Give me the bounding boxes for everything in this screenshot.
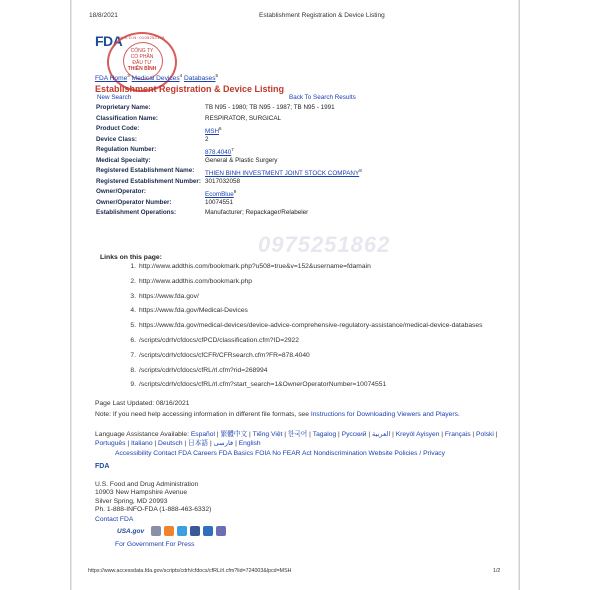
page-last-updated: Page Last Updated: 08/16/2021 [95, 400, 190, 407]
ref-number: 8 [359, 168, 362, 174]
list-number: 4. [130, 307, 136, 315]
page-title: Establishment Registration & Device Listing [95, 84, 285, 94]
record-row [96, 188, 396, 199]
address-line: 10903 New Hampshire Avenue [95, 489, 188, 497]
record-label: Proprietary Name: [96, 104, 151, 111]
footer-link-website-policies[interactable]: Website Policies [368, 450, 418, 457]
language-link[interactable]: Polski [476, 431, 494, 438]
list-item [124, 352, 504, 360]
record-row [96, 157, 396, 168]
company-seal-stamp [107, 32, 177, 92]
footer-link-careers[interactable]: Careers [193, 450, 217, 457]
record-label: Owner/Operator: [96, 188, 147, 196]
print-title: Establishment Registration & Device Listing [259, 12, 385, 19]
language-link[interactable]: العربية [371, 431, 391, 438]
record-label: Device Class: [96, 135, 137, 143]
record-label: Classification Name: [96, 114, 158, 122]
record-value: 3017032058 [205, 177, 241, 185]
owner-operator-link[interactable]: EcomBlue [205, 191, 234, 199]
back-to-search-results-link[interactable]: Back To Search Results [289, 94, 356, 101]
record-value: RESPIRATOR, SURGICAL [205, 114, 282, 122]
record-value: 2 [205, 135, 209, 143]
record-label: Owner/Operator Number: [96, 198, 172, 206]
language-link[interactable]: Tiếng Việt [252, 431, 283, 438]
ref-number: 9 [233, 189, 237, 195]
seal-ring-text: M.S.D.N: 0105252178 [119, 35, 165, 40]
paper-edge-right [519, 0, 520, 590]
fda-footer-logo[interactable]: FDA [95, 463, 110, 470]
social-icons-bar [117, 525, 226, 537]
device-record-table [96, 104, 396, 220]
flickr-icon[interactable] [216, 526, 226, 536]
print-page-number: 1/2 [493, 568, 501, 574]
language-link[interactable]: English [238, 440, 261, 447]
fda-logo[interactable]: FDA [95, 33, 123, 49]
ref-number: 3 [127, 73, 130, 78]
address-line: U.S. Food and Drug Administration [95, 481, 199, 488]
fda-address [95, 481, 211, 514]
links-list [124, 263, 504, 396]
record-value: 10074551 [205, 198, 234, 206]
language-link[interactable]: Kreyòl Ayisyen [395, 431, 440, 438]
record-row [96, 115, 396, 126]
language-link[interactable]: 繁體中文 [220, 431, 248, 438]
record-row [96, 146, 396, 157]
link-url[interactable]: https://www.fda.gov/ [139, 292, 199, 300]
list-item [124, 381, 504, 389]
language-assistance: Language Assistance Available: Español | 繁體中文 | Tiếng Việt | 한국어 | Tagalog | Русский | العربية | Kreyòl Ayisyen | Français | Polski | Português | Italiano | Deutsch | 日本語 | فارسی | English [95, 431, 498, 447]
ref-number: 4 [179, 73, 183, 78]
list-item [124, 293, 504, 301]
link-url[interactable]: /scripts/cdrh/cfdocs/cfCFR/CFRsearch.cfm?FR=878.4040 [139, 351, 310, 359]
language-link[interactable]: Русский [341, 431, 367, 438]
record-row [96, 199, 396, 210]
record-value: General & Plastic Surgery [205, 156, 278, 164]
record-label: Medical Specialty: [96, 156, 151, 164]
link-url[interactable]: /scripts/cdrh/cfdocs/cfPCD/classification.cfm?ID=2922 [139, 336, 300, 344]
record-label: Establishment Operations: [96, 209, 177, 217]
list-item [124, 367, 504, 375]
list-number: 9. [130, 381, 136, 389]
footer-link-contact-fda[interactable]: Contact FDA [153, 450, 192, 457]
print-footer-url: https://www.accessdata.fda.gov/scripts/cdrh/cfdocs/cfRL/rl.cfm?lid=724003&lpcd=MSH [88, 568, 292, 574]
address-line: Silver Spring, MD 20993 [95, 497, 168, 505]
language-label: Language Assistance Available: [95, 431, 189, 438]
print-date: 18/8/2021 [89, 12, 118, 19]
language-link[interactable]: Tagalog [312, 431, 337, 438]
footer-link-foia[interactable]: FOIA [255, 450, 271, 457]
ref-number: 6 [219, 126, 222, 131]
footer-link-fda-basics[interactable]: FDA Basics [218, 450, 254, 457]
language-link[interactable]: فارسی [213, 440, 234, 447]
record-label: Regulation Number: [96, 146, 157, 154]
breadcrumb-medical-devices[interactable]: Medical Devices [131, 75, 180, 83]
ref-number: 5 [215, 73, 219, 78]
footer-link-privacy[interactable]: Privacy [423, 450, 445, 457]
language-link[interactable]: Deutsch [158, 440, 183, 447]
language-link[interactable]: 한국어 [287, 431, 308, 438]
list-number: 6. [130, 336, 136, 344]
seal-line: CÔNG TY [130, 48, 154, 54]
link-url[interactable]: http://www.addthis.com/bookmark.php?u508=true&v=152&username=fdamain [139, 263, 371, 270]
breadcrumb-fda-home[interactable]: FDA Home [95, 75, 128, 83]
list-number: 3. [130, 292, 136, 300]
note-text: Note: If you need help accessing information in different file formats, see [95, 411, 311, 418]
twitter-icon[interactable] [177, 526, 187, 536]
language-link[interactable]: Português [95, 440, 126, 447]
ref-number: 7 [231, 147, 234, 153]
seal-center-text [109, 48, 175, 72]
youtube-icon[interactable] [203, 526, 213, 536]
footer-link-nondiscrimination[interactable]: Nondiscrimination [313, 450, 367, 457]
list-number: 8. [130, 366, 136, 374]
paper-edge-left [70, 0, 71, 590]
link-url[interactable]: https://www.fda.gov/medical-devices/device-advice-comprehensive-regulatory-assistance/medical-device-databases [139, 322, 483, 330]
seal-line: THIÊN BÌNH [127, 66, 157, 72]
contact-fda-link[interactable]: Contact FDA [95, 516, 134, 523]
for-government-link[interactable]: For Government [115, 541, 164, 548]
footer-audience-links [115, 541, 195, 548]
address-line: Ph. 1-888-INFO-FDA (1-888-463-6332) [95, 505, 212, 513]
footer-link-accessibility[interactable]: Accessibility [115, 450, 152, 457]
list-number: 7. [130, 351, 136, 359]
list-item [124, 322, 504, 330]
language-link[interactable]: 日本語 [188, 440, 209, 447]
link-url[interactable]: https://www.fda.gov/Medical-Devices [139, 307, 248, 315]
file-format-note [95, 410, 505, 419]
seal-line: CỔ PHẦN [130, 54, 154, 60]
product-code-link[interactable]: MSH [205, 128, 219, 136]
record-row [96, 167, 396, 178]
language-link[interactable]: Italiano [130, 440, 153, 447]
email-icon[interactable] [151, 526, 161, 536]
seal-line: ĐẦU TƯ [132, 60, 152, 66]
for-press-link[interactable]: For Press [165, 541, 195, 548]
record-label: Registered Establishment Number: [96, 177, 201, 185]
rss-icon[interactable] [164, 526, 174, 536]
record-row [96, 104, 396, 115]
record-value: TB N95 - 1980; TB N95 - 1987; TB N95 - 1991 [205, 104, 335, 111]
record-label: Registered Establishment Name: [96, 167, 195, 175]
record-row [96, 209, 396, 220]
list-number: 5. [130, 322, 136, 330]
facebook-icon[interactable] [190, 526, 200, 536]
usagov-logo[interactable]: USA.gov [117, 527, 145, 535]
breadcrumb-databases[interactable]: Databases [183, 75, 216, 83]
list-item [124, 278, 504, 286]
phone-watermark: 0975251862 [258, 232, 391, 257]
links-heading: Links on this page: [100, 254, 162, 261]
record-value: Manufacturer; Repackager/Relabeler [205, 209, 309, 217]
download-viewers-link[interactable]: Instructions for Downloading Viewers and Players. [310, 411, 460, 418]
list-item [124, 263, 504, 271]
establishment-name-link[interactable]: THIEN BINH INVESTMENT JOINT STOCK COMPANY [205, 170, 360, 178]
link-url[interactable]: /scripts/cdrh/cfdocs/cfRL/rl.cfm?rid=268994 [139, 366, 268, 374]
record-row [96, 178, 396, 189]
link-url[interactable]: http://www.addthis.com/bookmark.php [139, 277, 252, 285]
record-row [96, 125, 396, 136]
new-search-link[interactable]: New Search [97, 94, 132, 101]
regulation-number-link[interactable]: 878.4040 [205, 149, 232, 157]
list-number: 2. [130, 277, 136, 285]
list-item [124, 337, 504, 345]
footer-link-no-fear-act[interactable]: No FEAR Act [272, 450, 312, 457]
breadcrumb [95, 73, 218, 82]
record-label: Product Code: [96, 125, 140, 132]
link-url[interactable]: /scripts/cdrh/cfdocs/cfRL/rl.cfm?start_search=1&OwnerOperatorNumber=10074551 [139, 381, 387, 389]
footer-links: Accessibility Contact FDA Careers FDA Basics FOIA No FEAR Act Nondiscrimination Website Policies / Privacy [115, 450, 445, 457]
list-item [124, 307, 504, 315]
language-link[interactable]: Español [190, 431, 215, 438]
language-link[interactable]: Français [444, 431, 471, 438]
record-row [96, 136, 396, 147]
list-number: 1. [130, 263, 136, 270]
